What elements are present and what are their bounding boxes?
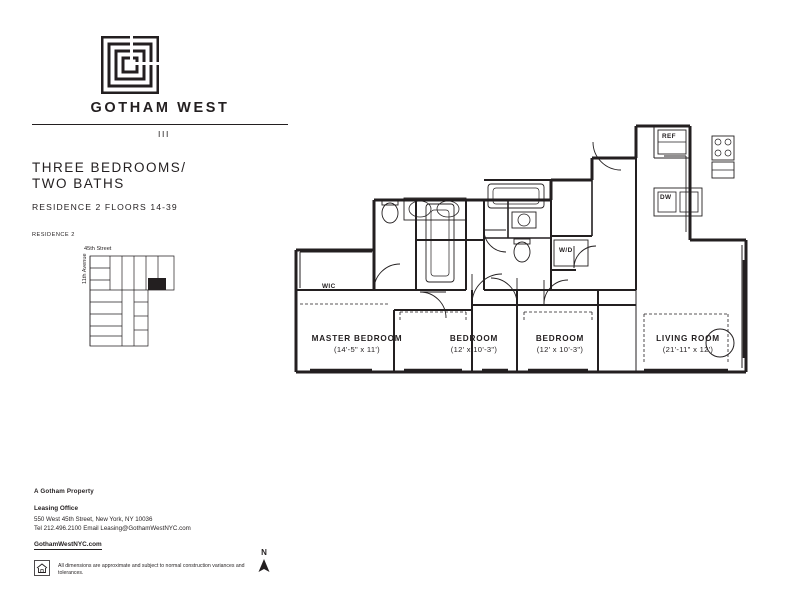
website-link[interactable]: GothamWestNYC.com — [34, 541, 102, 548]
equal-housing-opportunity-icon — [34, 560, 50, 576]
tag-washer-dryer: W/D — [559, 247, 573, 254]
gotham-west-square-logo — [101, 36, 159, 94]
residence-subtitle: RESIDENCE 2 FLOORS 14-39 — [32, 202, 178, 212]
room-label-master-bedroom: MASTER BEDROOM (14'-5" x 11') — [311, 334, 403, 354]
room-label-living-room: LIVING ROOM (21'-11" x 12') — [656, 334, 720, 354]
leasing-contact: Tel 212.496.2100 Email Leasing@GothamWestNYC.com — [34, 525, 191, 532]
disclaimer-text: All dimensions are approximate and subject to normal construction variances and tolerances. — [58, 563, 245, 577]
leasing-address: 550 West 45th Street, New York, NY 10036 — [34, 516, 153, 523]
page-title — [32, 160, 272, 212]
tag-refrigerator: REF — [662, 133, 676, 140]
brand-name: GOTHAM WEST — [90, 100, 230, 116]
key-plan-street-label: 45th Street — [84, 246, 112, 252]
key-plan-avenue-label: 11th Avenue — [82, 253, 88, 284]
leasing-office-heading: Leasing Office — [34, 505, 79, 512]
north-arrow-icon — [258, 559, 270, 573]
key-plan-diagram — [88, 254, 180, 350]
key-plan-label: RESIDENCE 2 — [32, 232, 75, 238]
floor-plan-drawing — [276, 100, 776, 490]
brand-sub: III — [60, 129, 268, 139]
footer-block — [34, 488, 294, 551]
title-line-2: TWO BATHS — [32, 176, 125, 191]
tag-dishwasher: DW — [660, 194, 672, 201]
north-label: N — [261, 548, 267, 557]
title-line-1: THREE BEDROOMS/ — [32, 160, 187, 175]
tag-wic: WIC — [322, 283, 336, 290]
compass — [252, 548, 276, 578]
brand-divider — [32, 124, 288, 125]
room-label-bedroom-2: BEDROOM (12' x 10'-3") — [449, 334, 499, 354]
key-plan — [32, 232, 182, 352]
room-label-bedroom-3: BEDROOM (12' x 10'-3") — [535, 334, 585, 354]
property-credit: A Gotham Property — [34, 488, 94, 495]
